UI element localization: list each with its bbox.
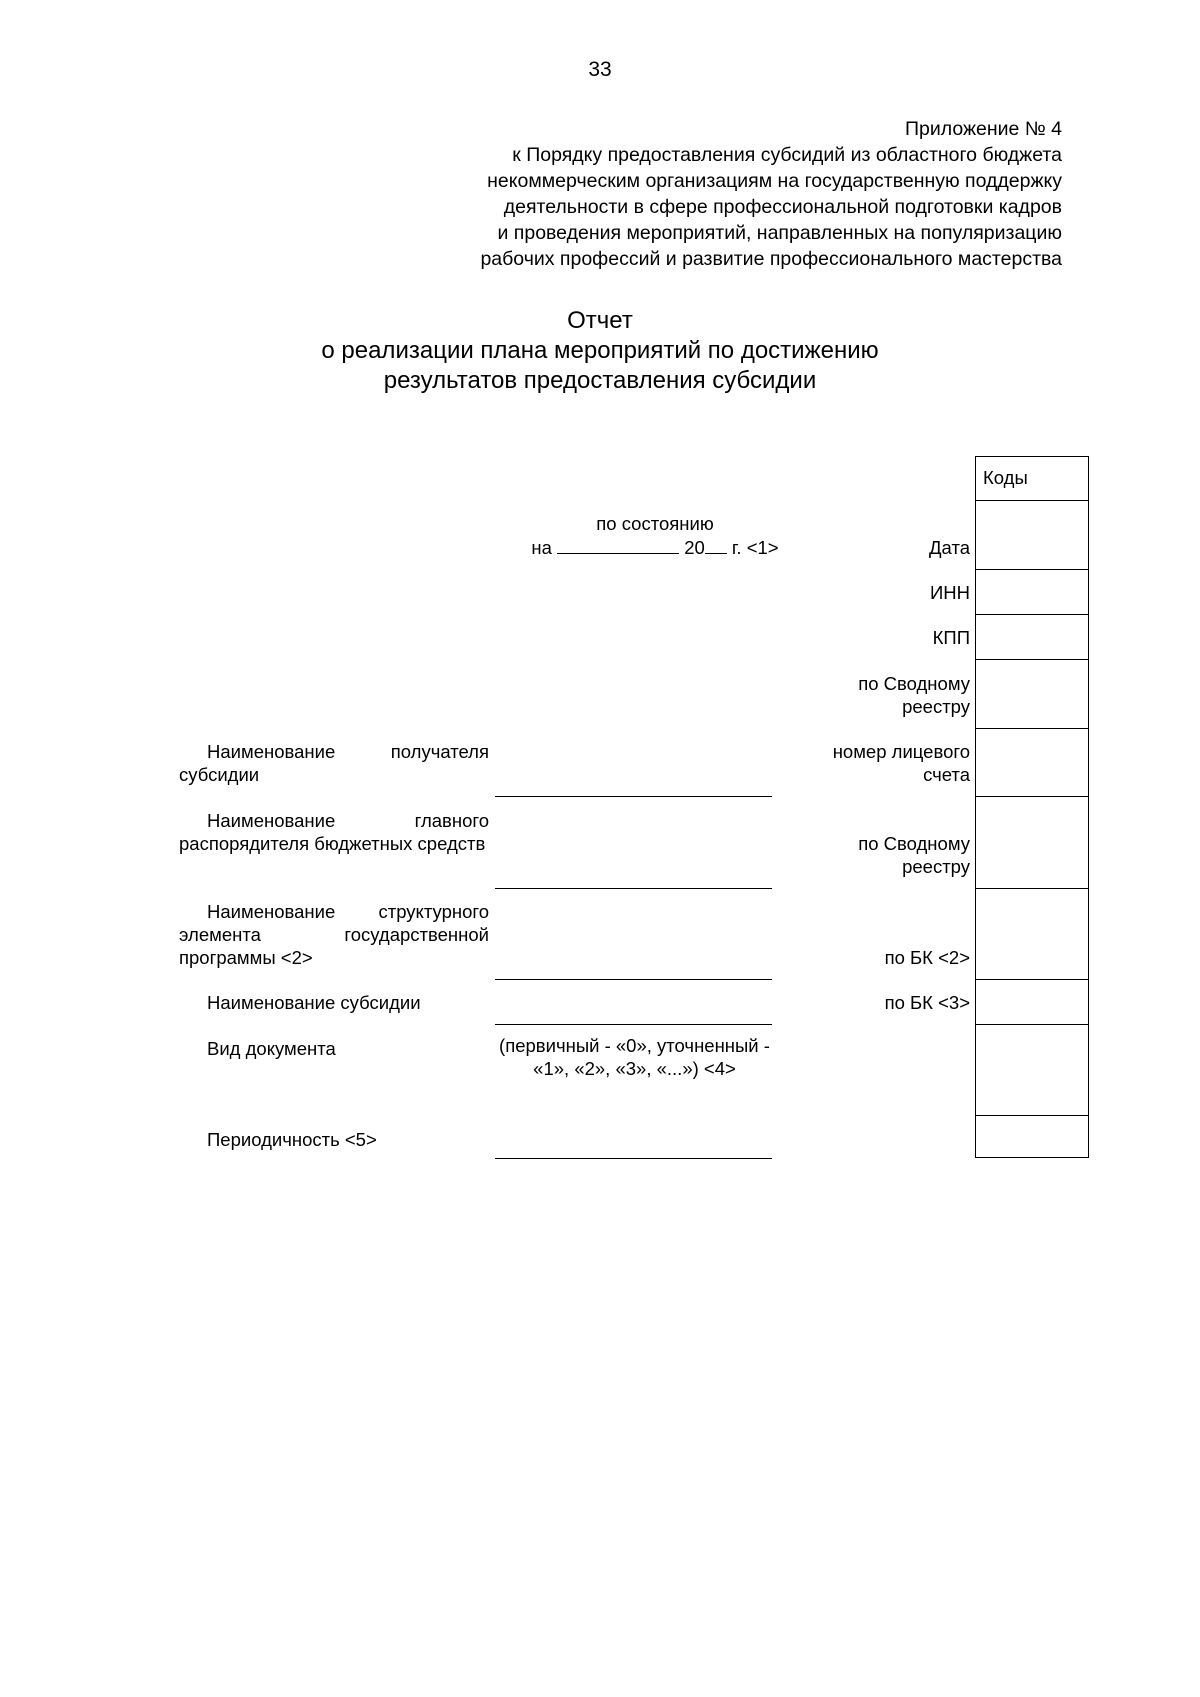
code-cell-bk-3[interactable] (976, 980, 1088, 1023)
appendix-line: к Порядку предоставления субсидий из областного бюджета (512, 144, 1062, 166)
code-cell-inn[interactable] (976, 570, 1088, 613)
appendix-line: рабочих профессий и развитие профессионального мастерства (480, 248, 1062, 270)
code-cell-kpp[interactable] (976, 615, 1088, 658)
report-title-line: о реализации плана мероприятий по достижению (321, 337, 879, 364)
report-title (0, 306, 1200, 396)
code-label-svod-registry-2: по Сводному реестру (858, 833, 970, 877)
field-label-periodicity: Периодичность <5> (207, 1129, 377, 1150)
structural-element-input-line[interactable] (495, 979, 772, 980)
chief-manager-input-line[interactable] (495, 888, 772, 889)
page-number: 33 (588, 58, 612, 81)
code-cell-document-type[interactable] (976, 1025, 1088, 1114)
code-cell-date[interactable] (976, 501, 1088, 568)
field-label-recipient: Наименование получателя субсидии (179, 741, 489, 785)
report-date-line (495, 535, 815, 559)
field-label-chief-manager: Наименование главного распорядителя бюджетных средств (179, 810, 489, 854)
code-cell-periodicity[interactable] (976, 1116, 1088, 1157)
date-day-month-field[interactable] (557, 535, 679, 554)
code-cell-bk-2[interactable] (976, 889, 1088, 978)
field-label-subsidy-name: Наименование субсидии (207, 992, 421, 1013)
recipient-input-line[interactable] (495, 796, 772, 797)
report-title-line: результатов предоставления субсидии (383, 367, 817, 394)
code-cell-svod-registry-2[interactable] (976, 797, 1088, 887)
code-label-svod-registry: по Сводному реестру (858, 673, 970, 717)
appendix-title: Приложение № 4 (905, 118, 1062, 140)
document-type-hint: (первичный - «0», уточненный - «1», «2», «3», «...») <4> (499, 1035, 770, 1079)
appendix-line: деятельности в сфере профессиональной подготовки кадров (503, 196, 1062, 218)
field-label-structural-element: Наименование структурного элемента государственной программы <2> (179, 901, 489, 968)
code-label-account-number: номер лицевого счета (832, 741, 970, 785)
field-label-document-type: Вид документа (207, 1038, 336, 1059)
date-prefix: на (531, 537, 552, 558)
codes-header: Коды (983, 467, 1028, 488)
code-label-date: Дата (929, 537, 970, 558)
as-of-label: по состоянию (596, 513, 714, 534)
subsidy-name-input-line[interactable] (495, 1024, 772, 1025)
appendix-line: и проведения мероприятий, направленных на популяризацию (497, 222, 1062, 244)
date-suffix: г. <1> (731, 537, 779, 558)
date-year-prefix: 20 (684, 537, 705, 558)
code-label-bk-2: по БК <2> (884, 947, 970, 968)
code-label-bk-3: по БК <3> (884, 992, 970, 1013)
periodicity-input-line[interactable] (495, 1158, 772, 1159)
date-year-field[interactable] (705, 535, 727, 554)
code-cell-account-number[interactable] (976, 729, 1088, 795)
code-cell-svod-registry[interactable] (976, 660, 1088, 727)
code-label-inn: ИНН (929, 582, 970, 603)
report-title-line: Отчет (567, 307, 633, 334)
appendix-line: некоммерческим организациям на государственную поддержку (487, 170, 1062, 192)
appendix-reference (362, 116, 1062, 272)
code-label-kpp: КПП (932, 627, 970, 648)
